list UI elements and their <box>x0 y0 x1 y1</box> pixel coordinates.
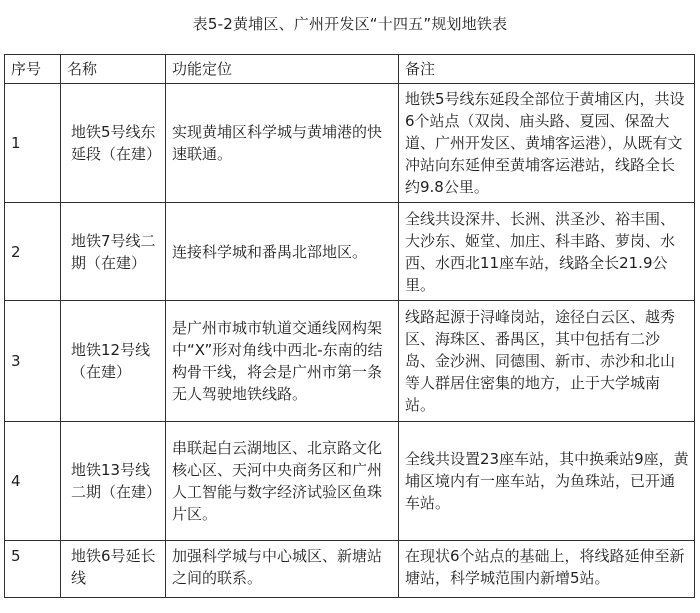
header-name: 名称 <box>61 55 166 84</box>
row-note: 地铁5号线东延段全部位于黄埔区内，共设6个站点（双岗、庙头路、夏园、保盈大道、广州开发区、黄埔客运港），从既有文冲站向东延伸至黄埔客运港站，线路全长约9.8公里。 <box>399 84 695 203</box>
row-function: 串联起白云湖地区、北京路文化核心区、天河中央商务区和广州人工智能与数字经济试验区鱼珠片区。 <box>166 422 399 541</box>
row-line-name: 地铁7号线二期（在建） <box>61 203 166 301</box>
row-function: 加强科学城与中心城区、新塘站之间的联系。 <box>166 541 399 598</box>
table-title: 表5-2黄埔区、广州开发区“十四五”规划地铁表 <box>192 15 508 33</box>
metro-plan-table <box>4 54 695 598</box>
header-index: 序号 <box>5 55 61 84</box>
table-header-row <box>5 55 695 84</box>
row-note: 全线共设深井、长洲、洪圣沙、裕丰围、大沙东、姬堂、加庄、科丰路、萝岗、水西、水西北11座车站，线路全长21.9公里。 <box>399 203 695 301</box>
row-note: 在现状6个站点的基础上，将线路延伸至新塘站，科学城范围内新增5站。 <box>399 541 695 598</box>
row-line-name: 地铁13号线二期（在建） <box>61 422 166 541</box>
row-function: 是广州市城市轨道交通线网构架中“X”形对角线中西北-东南的结构骨干线，将会是广州市第一条无人驾驶地铁线路。 <box>166 301 399 422</box>
row-index: 1 <box>5 84 61 203</box>
row-index: 4 <box>5 422 61 541</box>
table-row <box>5 84 695 203</box>
row-line-name: 地铁5号线东延段（在建） <box>61 84 166 203</box>
row-note: 全线共设置23座车站，其中换乘站9座，黄埔区境内有一座车站，为鱼珠站，已开通车站。 <box>399 422 695 541</box>
table-row <box>5 203 695 301</box>
header-note: 备注 <box>399 55 695 84</box>
row-note: 线路起源于浔峰岗站，途径白云区、越秀区、海珠区、番禺区，其中包括有二沙岛、金沙洲、同德围、新市、赤沙和北山等人群居住密集的地方，止于大学城南站。 <box>399 301 695 422</box>
header-function: 功能定位 <box>166 55 399 84</box>
table-row <box>5 301 695 422</box>
row-function: 连接科学城和番禺北部地区。 <box>166 203 399 301</box>
row-index: 3 <box>5 301 61 422</box>
row-index: 5 <box>5 541 61 598</box>
table-row <box>5 541 695 598</box>
table-row <box>5 422 695 541</box>
row-line-name: 地铁12号线（在建） <box>61 301 166 422</box>
row-line-name: 地铁6号延长线 <box>61 541 166 598</box>
row-function: 实现黄埔区科学城与黄埔港的快速联通。 <box>166 84 399 203</box>
row-index: 2 <box>5 203 61 301</box>
